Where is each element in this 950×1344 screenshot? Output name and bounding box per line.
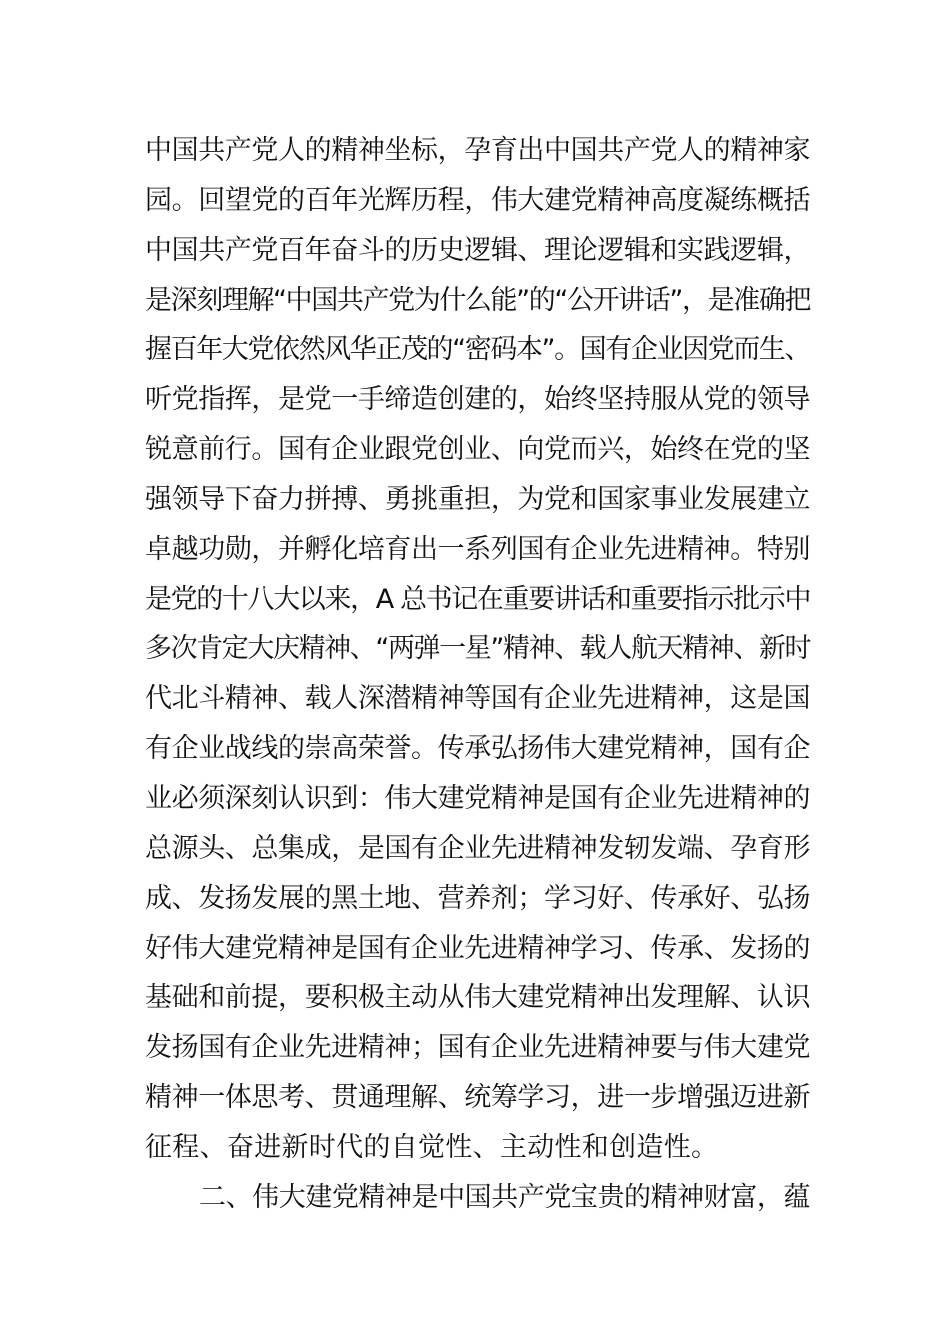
text-line: 业必须深刻认识到：伟大建党精神是国有企业先进精神的 (145, 782, 810, 814)
text-line: 是深刻理解“中国共产党为什么能”的“公开讲话”，是准确把 (145, 284, 810, 316)
text-line: 成、发扬发展的黑土地、营养剂；学习好、传承好、弘扬 (145, 882, 810, 914)
text-line: 强领导下奋力拼搏、勇挑重担，为党和国家事业发展建立 (145, 483, 810, 515)
text-line: 好伟大建党精神是国有企业先进精神学习、传承、发扬的 (145, 932, 810, 964)
text-line: 听党指挥，是党一手缔造创建的，始终坚持服从党的领导 (145, 384, 810, 416)
document-body (145, 126, 810, 1223)
text-line: 卓越功勋，并孵化培育出一系列国有企业先进精神。特别 (145, 533, 810, 565)
text-line: 代北斗精神、载人深潜精神等国有企业先进精神，这是国 (145, 683, 810, 715)
text-line: 园。回望党的百年光辉历程，伟大建党精神高度凝练概括 (145, 184, 810, 216)
text-line: 精神一体思考、贯通理解、统筹学习，进一步增强迈进新 (145, 1082, 810, 1114)
text-line: 有企业战线的崇高荣誉。传承弘扬伟大建党精神，国有企 (145, 733, 810, 765)
text-line: 发扬国有企业先进精神；国有企业先进精神要与伟大建党 (145, 1032, 810, 1064)
paragraph-2 (145, 1173, 810, 1223)
text-line: 中国共产党百年奋斗的历史逻辑、理论逻辑和实践逻辑， (145, 234, 810, 266)
section-heading-line: 二、伟大建党精神是中国共产党宝贵的精神财富，蕴 (199, 1181, 810, 1213)
text-line: 锐意前行。国有企业跟党创业、向党而兴，始终在党的坚 (145, 434, 810, 466)
text-line: 总源头、总集成，是国有企业先进精神发轫发端、孕育形 (145, 832, 810, 864)
text-line: 多次肯定大庆精神、“两弹一星”精神、载人航天精神、新时 (145, 633, 810, 665)
text-line-last: 征程、奋进新时代的自觉性、主动性和创造性。 (145, 1131, 719, 1163)
text-line: 基础和前提，要积极主动从伟大建党精神出发理解、认识 (145, 982, 810, 1014)
text-line: 是党的十八大以来，A 总书记在重要讲话和重要指示批示中 (145, 583, 810, 615)
paragraph-1 (145, 126, 810, 1173)
text-line: 中国共产党人的精神坐标，孕育出中国共产党人的精神家 (145, 135, 810, 166)
text-line: 握百年大党依然风华正茂的“密码本”。国有企业因党而生、 (145, 334, 810, 366)
